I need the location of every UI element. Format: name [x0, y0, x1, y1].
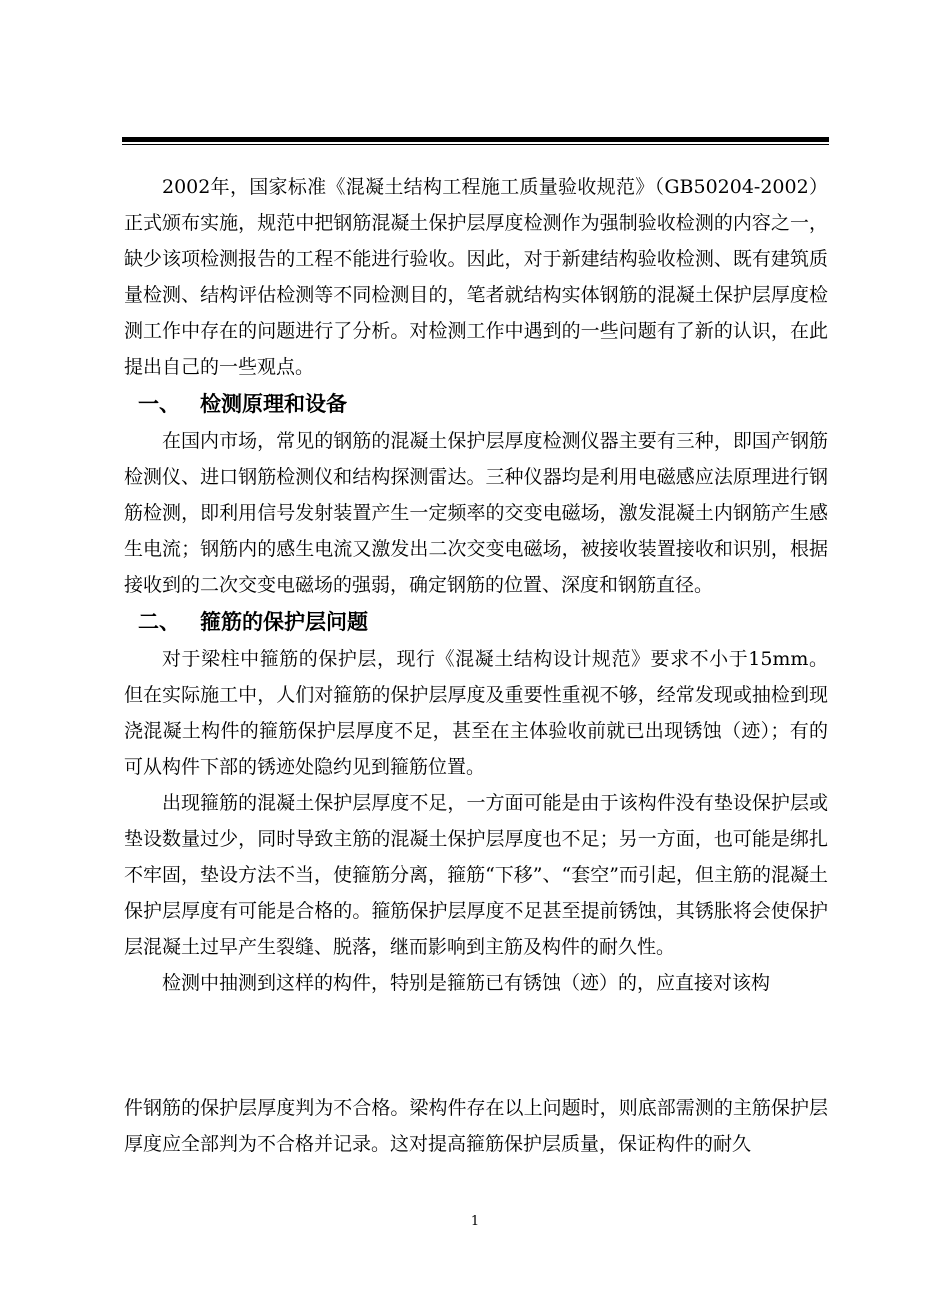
section-number: 一、 — [138, 392, 180, 416]
section-number: 二、 — [138, 610, 180, 634]
document-body — [124, 169, 828, 1001]
header-rule-thick — [122, 137, 829, 142]
section-title: 箍筋的保护层问题 — [200, 610, 368, 634]
section-heading-2 — [124, 603, 828, 641]
header-rule-thin — [122, 144, 829, 145]
section-title: 检测原理和设备 — [200, 392, 347, 416]
paragraph-continued: 件钢筋的保护层厚度判为不合格。梁构件存在以上问题时，则底部需测的主筋保护层厚度应全部判为不合格并记录。这对提高箍筋保护层质量，保证构件的耐久 — [124, 1097, 828, 1155]
paragraph-stirrup-cover: 对于梁柱中箍筋的保护层，现行《混凝土结构设计规范》要求不小于15mm。但在实际施工中，人们对箍筋的保护层厚度及重要性重视不够，经常发现或抽检到现浇混凝土构件的箍筋保护层厚度不足，甚至在主体验收前就已出现锈蚀（迹）；有的可从构件下部的锈迹处隐约见到箍筋位置。 — [124, 648, 828, 778]
paragraph-intro: 2002年，国家标准《混凝土结构工程施工质量验收规范》（GB50204-2002）正式颁布实施，规范中把钢筋混凝土保护层厚度检测作为强制验收检测的内容之一，缺少该项检测报告的工程不能进行验收。因此，对于新建结构验收检测、既有建筑质量检测、结构评估检测等不同检测目的，笔者就结构实体钢筋的混凝土保护层厚度检测工作中存在的问题进行了分析。对检测工作中遇到的一些问题有了新的认识，在此提出自己的一些观点。 — [124, 176, 828, 378]
page-number: 1 — [470, 1214, 480, 1229]
paragraph-principle: 在国内市场，常见的钢筋的混凝土保护层厚度检测仪器主要有三种，即国产钢筋检测仪、进口钢筋检测仪和结构探测雷达。三种仪器均是利用电磁感应法原理进行钢筋检测，即利用信号发射装置产生一定频率的交变电磁场，激发混凝土内钢筋产生感生电流；钢筋内的感生电流又激发出二次交变电磁场，被接收装置接收和识别，根据接收到的二次交变电磁场的强弱，确定钢筋的位置、深度和钢筋直径。 — [124, 430, 828, 596]
section-heading-1 — [124, 385, 828, 423]
continued-text — [124, 1090, 828, 1162]
paragraph-stirrup-cause: 出现箍筋的混凝土保护层厚度不足，一方面可能是由于该构件没有垫设保护层或垫设数量过少，同时导致主筋的混凝土保护层厚度也不足；另一方面，也可能是绑扎不牢固，垫设方法不当，使箍筋分离，箍筋“下移”、“套空”而引起，但主筋的混凝土保护层厚度有可能是合格的。箍筋保护层厚度不足甚至提前锈蚀，其锈胀将会使保护层混凝土过早产生裂缝、脱落，继而影响到主筋及构件的耐久性。 — [124, 792, 828, 958]
paragraph-inspection: 检测中抽测到这样的构件，特别是箍筋已有锈蚀（迹）的，应直接对该构 — [162, 972, 771, 994]
